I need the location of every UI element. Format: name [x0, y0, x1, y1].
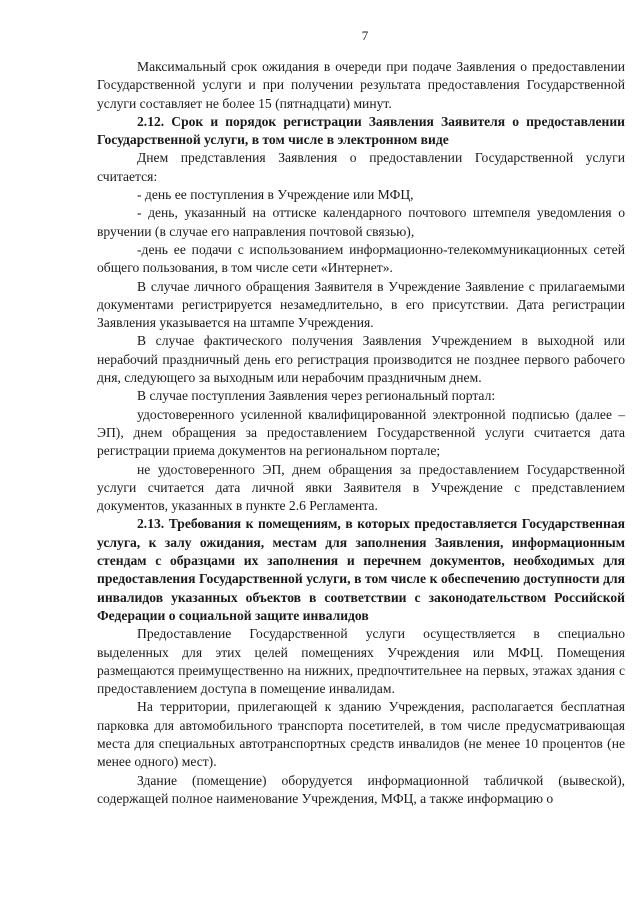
list-item-internet-day: -день ее подачи с использованием информационно-телекоммуникационных сетей общего пользования, в том числе сети «Интернет».: [97, 241, 625, 276]
page-number: 7: [361, 28, 369, 43]
section-heading-2-13: 2.13. Требования к помещениям, в которых предоставляется Государственная услуга, к залу ожидания, местам для заполнения Заявления, информационным стендам с образцами их заполнения и перечнем документов, необходимых для предоставления Государственной услуги, в том числе к обеспечению доступности для инвалидов указанных объектов в соответствии с законодательством Российской Федерации о социальной защите инвалидов: [97, 516, 625, 623]
document-page: [97, 28, 625, 808]
list-item-postmark-day: - день, указанный на оттиске календарного почтового штемпеля уведомления о вручении (в случае его направления почтовой связью),: [97, 205, 625, 239]
paragraph-certified-signature: удостоверенного усиленной квалифицированной электронной подписью (далее – ЭП), днем обращения за предоставлением Государственной услуги считается дата регистрации приема документов на региональном портале;: [97, 406, 625, 459]
paragraph-signage: Здание (помещение) оборудуется информационной табличкой (вывеской), содержащей полное наименование Учреждения, МФЦ, а также информацию о: [97, 772, 625, 806]
paragraph-submission-day: Днем представления Заявления о предоставлении Государственной услуги считается:: [97, 150, 625, 184]
paragraph-parking: На территории, прилегающей к зданию Учреждения, располагается бесплатная парковка для автомобильного транспорта посетителей, в том числе предусматривающая места для специальных автотранспортных средств инвалидов (не менее 10 процентов (не менее одного) мест).: [97, 699, 625, 770]
paragraph-regional-portal: В случае поступления Заявления через региональный портал:: [137, 388, 496, 404]
paragraph-waiting-time: Максимальный срок ожидания в очереди при подаче Заявления о предоставлении Государственной услуги и при получении результата предоставления Государственной услуги составляет не более 15 (пятнадцати) минут.: [97, 59, 625, 111]
paragraph-uncertified-signature: не удостоверенного ЭП, днем обращения за предоставлением Государственной услуги считается дата личной явки Заявителя в Учреждение с представлением документов, указанных в пункте 2.6 Регламента.: [97, 461, 625, 514]
paragraph-holiday-receipt: В случае фактического получения Заявления Учреждением в выходной или нерабочий праздничный день его регистрация производится не позднее первого рабочего дня, следующего за выходным или нерабочим праздничным днем.: [97, 333, 625, 386]
paragraph-premises: Предоставление Государственной услуги осуществляется в специально выделенных для этих целей помещениях Учреждения или МФЦ. Помещения размещаются преимущественно на нижних, предпочтительнее на первых, этажах здания с предоставлением доступа в помещение инвалидам.: [97, 626, 625, 697]
section-heading-2-12: 2.12. Срок и порядок регистрации Заявления Заявителя о предоставлении Государственной услуги, в том числе в электронном виде: [97, 113, 625, 148]
list-item-receipt-day: - день ее поступления в Учреждение или МФЦ,: [137, 187, 414, 203]
paragraph-personal-visit: В случае личного обращения Заявителя в Учреждение Заявление с прилагаемыми документами регистрируется незамедлительно, в его присутствии. Дата регистрации Заявления указывается на штампе Учреждения.: [97, 278, 625, 331]
